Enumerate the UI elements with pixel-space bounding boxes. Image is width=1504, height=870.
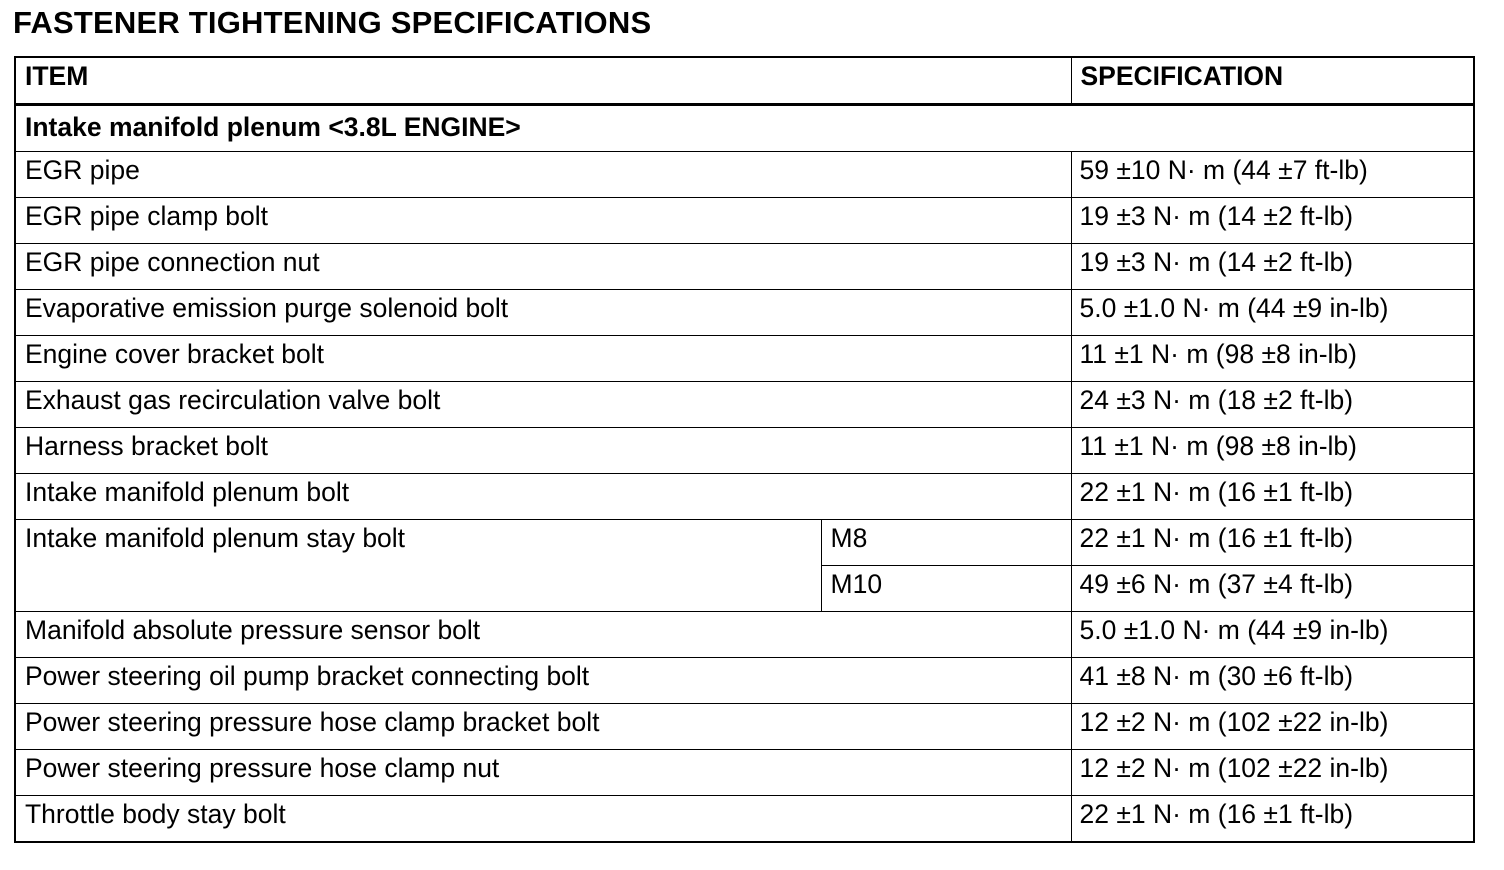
table-row (15, 520, 1474, 566)
spec-cell: 12 ±2 N· m (102 ±22 in-lb) (1071, 704, 1474, 750)
table-row (15, 750, 1474, 796)
item-cell: EGR pipe connection nut (15, 244, 1071, 290)
table-row (15, 474, 1474, 520)
item-cell: Power steering oil pump bracket connecting bolt (15, 658, 1071, 704)
item-cell: Throttle body stay bolt (15, 796, 1071, 843)
item-cell: Power steering pressure hose clamp nut (15, 750, 1071, 796)
table-row (15, 290, 1474, 336)
size-cell: M10 (821, 566, 1071, 612)
table-row (15, 796, 1474, 843)
item-cell: EGR pipe (15, 152, 1071, 198)
spec-cell: 5.0 ±1.0 N· m (44 ±9 in-lb) (1071, 612, 1474, 658)
spec-cell: 19 ±3 N· m (14 ±2 ft-lb) (1071, 198, 1474, 244)
table-row (15, 152, 1474, 198)
item-cell: Intake manifold plenum bolt (15, 474, 1071, 520)
item-cell: Engine cover bracket bolt (15, 336, 1071, 382)
column-header-specification: SPECIFICATION (1071, 57, 1474, 105)
table-row (15, 612, 1474, 658)
fastener-spec-table (14, 56, 1475, 843)
table-row (15, 428, 1474, 474)
table-row (15, 704, 1474, 750)
section-title: Intake manifold plenum <3.8L ENGINE> (15, 105, 1474, 152)
spec-cell: 22 ±1 N· m (16 ±1 ft-lb) (1071, 520, 1474, 566)
item-cell: Exhaust gas recirculation valve bolt (15, 382, 1071, 428)
table-row (15, 198, 1474, 244)
spec-cell: 49 ±6 N· m (37 ±4 ft-lb) (1071, 566, 1474, 612)
item-cell: Evaporative emission purge solenoid bolt (15, 290, 1071, 336)
spec-cell: 19 ±3 N· m (14 ±2 ft-lb) (1071, 244, 1474, 290)
item-cell: Manifold absolute pressure sensor bolt (15, 612, 1071, 658)
spec-cell: 59 ±10 N· m (44 ±7 ft-lb) (1071, 152, 1474, 198)
table-row (15, 244, 1474, 290)
spec-cell: 22 ±1 N· m (16 ±1 ft-lb) (1071, 474, 1474, 520)
spec-cell: 22 ±1 N· m (16 ±1 ft-lb) (1071, 796, 1474, 843)
spec-cell: 11 ±1 N· m (98 ±8 in-lb) (1071, 428, 1474, 474)
item-cell: Power steering pressure hose clamp bracket bolt (15, 704, 1071, 750)
spec-cell: 5.0 ±1.0 N· m (44 ±9 in-lb) (1071, 290, 1474, 336)
section-row (15, 105, 1474, 152)
spec-cell: 41 ±8 N· m (30 ±6 ft-lb) (1071, 658, 1474, 704)
page-title: FASTENER TIGHTENING SPECIFICATIONS (13, 5, 652, 40)
item-cell: EGR pipe clamp bolt (15, 198, 1071, 244)
spec-cell: 12 ±2 N· m (102 ±22 in-lb) (1071, 750, 1474, 796)
table-header-row (15, 57, 1474, 105)
table-row (15, 336, 1474, 382)
spec-cell: 24 ±3 N· m (18 ±2 ft-lb) (1071, 382, 1474, 428)
table-row (15, 382, 1474, 428)
item-cell: Harness bracket bolt (15, 428, 1071, 474)
column-header-item: ITEM (15, 57, 1071, 105)
table-row (15, 658, 1474, 704)
spec-cell: 11 ±1 N· m (98 ±8 in-lb) (1071, 336, 1474, 382)
item-cell: Intake manifold plenum stay bolt (15, 520, 821, 612)
size-cell: M8 (821, 520, 1071, 566)
